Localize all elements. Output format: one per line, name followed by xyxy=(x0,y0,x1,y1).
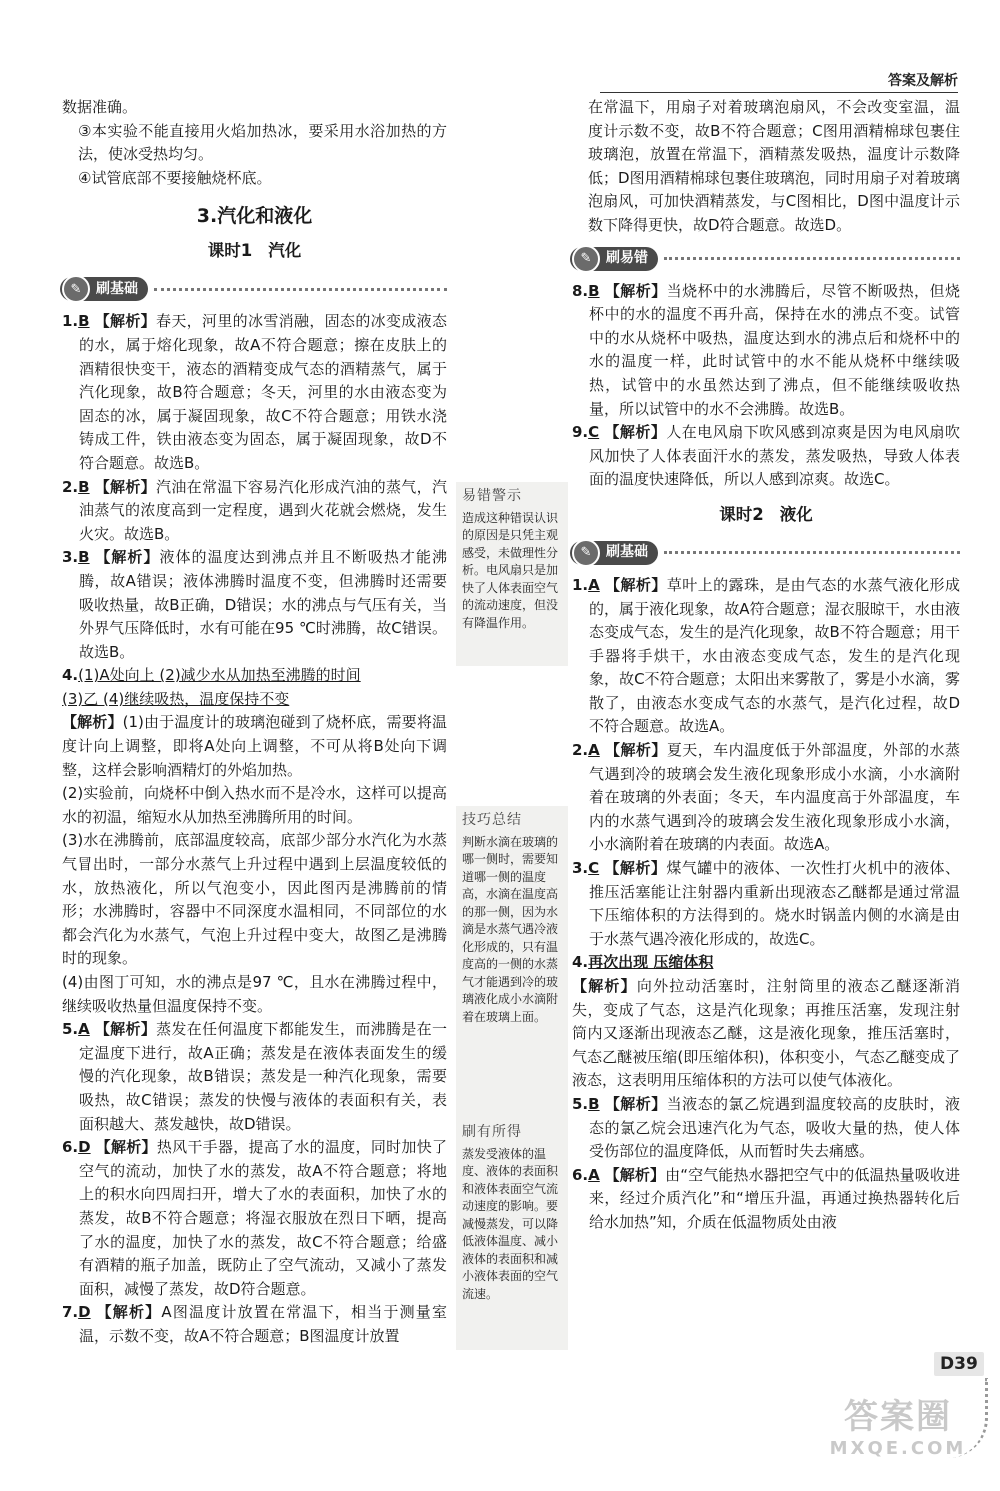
badge-row xyxy=(60,274,447,304)
page-number: D39 xyxy=(934,1352,984,1376)
tip-title: 技巧总结 xyxy=(462,812,522,828)
intro-line: 数据准确。 xyxy=(62,98,138,116)
header-rule xyxy=(600,92,958,93)
watermark-url: MXQE.COM xyxy=(829,1438,967,1459)
header-label: 答案及解析 xyxy=(888,73,958,89)
answer-item: 1.B 【解析】春天，河里的冰雪消融，固态的冰变成液态的水，属于熔化现象，故A不符合题意；擦在皮肤上的酒精很快变干，液态的酒精变成气态的酒精蒸气，属于汽化现象，故B符合题意；冬天，河里的水由液态变为固态的冰，属于凝固现象，故C不符合题意；用铁水浇铸成工件，铁由液态变为固态，属于凝固现象，故D不符合题意。故选B。 xyxy=(62,312,447,472)
analysis-para: (4)由图丁可知，水的沸点是97 ℃，且水在沸腾过程中，继续吸收热量但温度保持不变。 xyxy=(62,973,447,1015)
badge-label: 刷易错 xyxy=(606,249,648,266)
answer-item: 6.D 【解析】热风干手器，提高了水的温度，同时加快了空气的流动，加快了水的蒸发，故A不符合题意；将地上的积水向四周扫开，增大了水的表面积，加快了水的蒸发，故B不符合题意；将湿衣服放在烈日下晒，提高了水的温度，加快了水的蒸发，故C不符合题意；给盛有酒精的瓶子加盖，既防止了空气流动，又减小了蒸发面积，减慢了蒸发，故D符合题意。 xyxy=(62,1138,447,1298)
answer-item: 2.A 【解析】夏天，车内温度低于外部温度，外部的水蒸气遇到冷的玻璃会发生液化现象形成小水滴，小水滴附着在玻璃的外表面；冬天，车内温度高于外部温度，车内的水蒸气遇到冷的玻璃会发生液化现象形成小水滴，小水滴附着在玻璃的内表面。故选A。 xyxy=(572,741,960,854)
tip-text: 判断水滴在玻璃的哪一侧时，需要知道哪一侧的温度高，水滴在温度高的那一侧，因为水滴是水蒸气遇冷液化形成的，只有温度高的一侧的水蒸气才能遇到冷的玻璃液化成小水滴附着在玻璃上面。 xyxy=(462,834,559,1024)
watermark-logo: 答案圈 xyxy=(844,1397,952,1437)
watermark xyxy=(808,1396,988,1459)
answer-item: 3.C 【解析】煤气罐中的液体、一次性打火机中的液体、推压活塞能让注射器内重新出现液态乙醚都是通过常温下压缩体积的方法得到的。烧水时锅盖内侧的水滴是由于水蒸气遇冷液化形成的，故选C。 xyxy=(572,859,960,948)
lesson-name: 汽化 xyxy=(268,241,302,261)
brush-icon: ✎ xyxy=(572,245,600,273)
section-title: 3.汽化和液化 xyxy=(196,205,313,228)
lesson-heading xyxy=(62,238,447,264)
brush-icon: ✎ xyxy=(62,275,90,303)
analysis-para: (3)水在沸腾前，底部温度较高，底部少部分水汽化为水蒸气冒出时，一部分水蒸气上升过程中遇到上层温度较低的水，放热液化，所以气泡变小，因此图丙是沸腾前的情形；水沸腾时，容器中不同深度水温相同，不同部位的水都会汽化为水蒸气，气泡上升过程中变大，故图乙是沸腾时的现象。 xyxy=(62,831,447,968)
lesson-number: 课时1 xyxy=(207,241,253,261)
answer-item: 5.B 【解析】当液态的氯乙烷遇到温度较高的皮肤时，液态的氯乙烷会迅速汽化为气态，吸收大量的热，使人体受伤部位的温度降低，从而暂时失去痛感。 xyxy=(572,1094,960,1161)
dotted-divider xyxy=(664,551,960,554)
answer-line: (3)乙 (4)继续吸热，温度保持不变 xyxy=(62,689,290,708)
badge-label: 刷基础 xyxy=(96,280,138,297)
answer-item: 5.A 【解析】蒸发在任何温度下都能发生，而沸腾是在一定温度下进行，故A正确；蒸发是在液体表面发生的缓慢的汽化现象，故B错误；蒸发是一种汽化现象，需要吸热，故C错误；蒸发的快慢与液体的表面积有关，表面积越大、蒸发越快，故D错误。 xyxy=(62,1020,447,1133)
answer-item: 7.D 【解析】A图温度计放置在常温下，相当于测量室温，示数不变，故A不符合题意；B图温度计放置 xyxy=(62,1303,447,1345)
brush-icon: ✎ xyxy=(572,539,600,567)
answer-item: 4.(1)A处向上 (2)减少水从加热至沸腾的时间 xyxy=(62,666,361,685)
lesson-number: 课时2 xyxy=(719,504,764,524)
badge-row xyxy=(570,538,960,568)
lesson-heading xyxy=(572,502,960,528)
answer-item: 2.B 【解析】汽油在常温下容易汽化形成汽油的蒸气，汽油蒸气的浓度高到一定程度，遇到火花就会燃烧，发生火灾。故选B。 xyxy=(62,477,447,543)
tip-box xyxy=(456,806,568,1118)
tip-box xyxy=(456,482,568,666)
tip-title: 易错警示 xyxy=(462,488,522,504)
badge-row xyxy=(570,244,960,274)
tip-text: 蒸发受液体的温度、液体的表面积和液体表面空气流动速度的影响。要减慢蒸发，可以降低液体温度、减小液体的表面积和减小液体表面的空气流速。 xyxy=(462,1146,559,1301)
analysis-para: 【解析】向外拉动活塞时，注射筒里的液态乙醚逐渐消失，变成了气态，这是汽化现象；再推压活塞，发现注射筒内又逐渐出现液态乙醚，这是液化现象，推压活塞时，气态乙醚被压缩(即压缩体积)，体积变小，气态乙醚变成了液态，这表明用压缩体积的方法可以使气体液化。 xyxy=(572,977,960,1090)
answer-item: 6.A 【解析】由“空气能热水器把空气中的低温热量吸收进来，经过介质汽化”和“增压升温，再通过换热器转化后给水加热”知，介质在低温物质处由液 xyxy=(572,1165,960,1231)
intro-line: ④试管底部不要接触烧杯底。 xyxy=(78,168,272,187)
answer-item: 8.B 【解析】当烧杯中的水沸腾后，尽管不断吸热，但烧杯中的水的温度不再升高，保持在水的沸点不变。试管中的水从烧杯中吸热，温度达到水的沸点后和烧杯中的水的温度一样，此时试管中的水不能从烧杯中继续吸热，试管中的水虽然达到了沸点，但不能继续吸收热量，所以试管中的水不会沸腾。故选B。 xyxy=(572,281,960,418)
analysis-para: (2)实验前，向烧杯中倒入热水而不是冷水，这样可以提高水的初温，缩短水从加热至沸腾所用的时间。 xyxy=(62,784,447,826)
badge-basic xyxy=(570,541,658,565)
left-column xyxy=(62,96,447,1349)
badge-label: 刷基础 xyxy=(606,544,648,561)
tip-box xyxy=(456,1118,568,1350)
answer-item: 9.C 【解析】人在电风扇下吹风感到凉爽是因为电风扇吹风加快了人体表面汗水的蒸发，蒸发吸热，导致人体表面的温度快速降低，所以人感到凉爽。故选C。 xyxy=(572,423,960,489)
answer-item: 1.A 【解析】草叶上的露珠，是由气态的水蒸气液化形成的，属于液化现象，故A符合题意；湿衣服晾干，水由液态变成气态，发生的是汽化现象，故B不符合题意；用干手器将手烘干，水由液态变成气态，发生的是汽化现象，故C不符合题意；太阳出来雾散了，雾是小水滴，雾散了，由液态水变成气态的水蒸气，是汽化过程，故D不符合题意。故选A。 xyxy=(572,575,960,736)
badge-easy-mistake xyxy=(570,247,658,271)
tip-text: 造成这种错误认识的原因是只凭主观感受，未做理性分析。电风扇只是加快了人体表面空气的流动速度，但没有降温作用。 xyxy=(462,510,559,630)
answer-item: 3.B 【解析】液体的温度达到沸点并且不断吸热才能沸腾，故A错误；液体沸腾时温度不变，但沸腾时还需要吸收热量，故B正确，D错误；水的沸点与气压有关，当外界气压降低时，水有可能在95 ℃时沸腾，故C错误。故选B。 xyxy=(62,548,447,661)
dotted-divider xyxy=(154,288,447,291)
dotted-divider xyxy=(664,257,960,260)
tip-title: 刷有所得 xyxy=(462,1124,522,1140)
intro-line: ③本实验不能直接用火焰加热冰，要采用水浴加热的方法，使冰受热均匀。 xyxy=(78,121,447,164)
answer-item: 4.再次出现 压缩体积 xyxy=(572,953,714,972)
lesson-name: 液化 xyxy=(779,504,813,524)
right-column xyxy=(572,96,960,1235)
continuation-para: 在常温下，用扇子对着玻璃泡扇风，不会改变室温，温度计示数不变，故B不符合题意；C图用酒精棉球包裹住玻璃泡，放置在常温下，酒精蒸发吸热，温度计示数降低；D图用酒精棉球包裹住玻璃泡，同时用扇子对着玻璃泡扇风，可加快酒精蒸发，与C图相比，D图中温度计示数下降得更快，故D符合题意。故选D。 xyxy=(588,98,960,234)
analysis-para: 【解析】(1)由于温度计的玻璃泡碰到了烧杯底，需要将温度计向上调整，即将A处向上调整，不可从将B处向下调整，这样会影响酒精灯的外焰加热。 xyxy=(62,713,447,779)
badge-basic xyxy=(60,277,148,301)
